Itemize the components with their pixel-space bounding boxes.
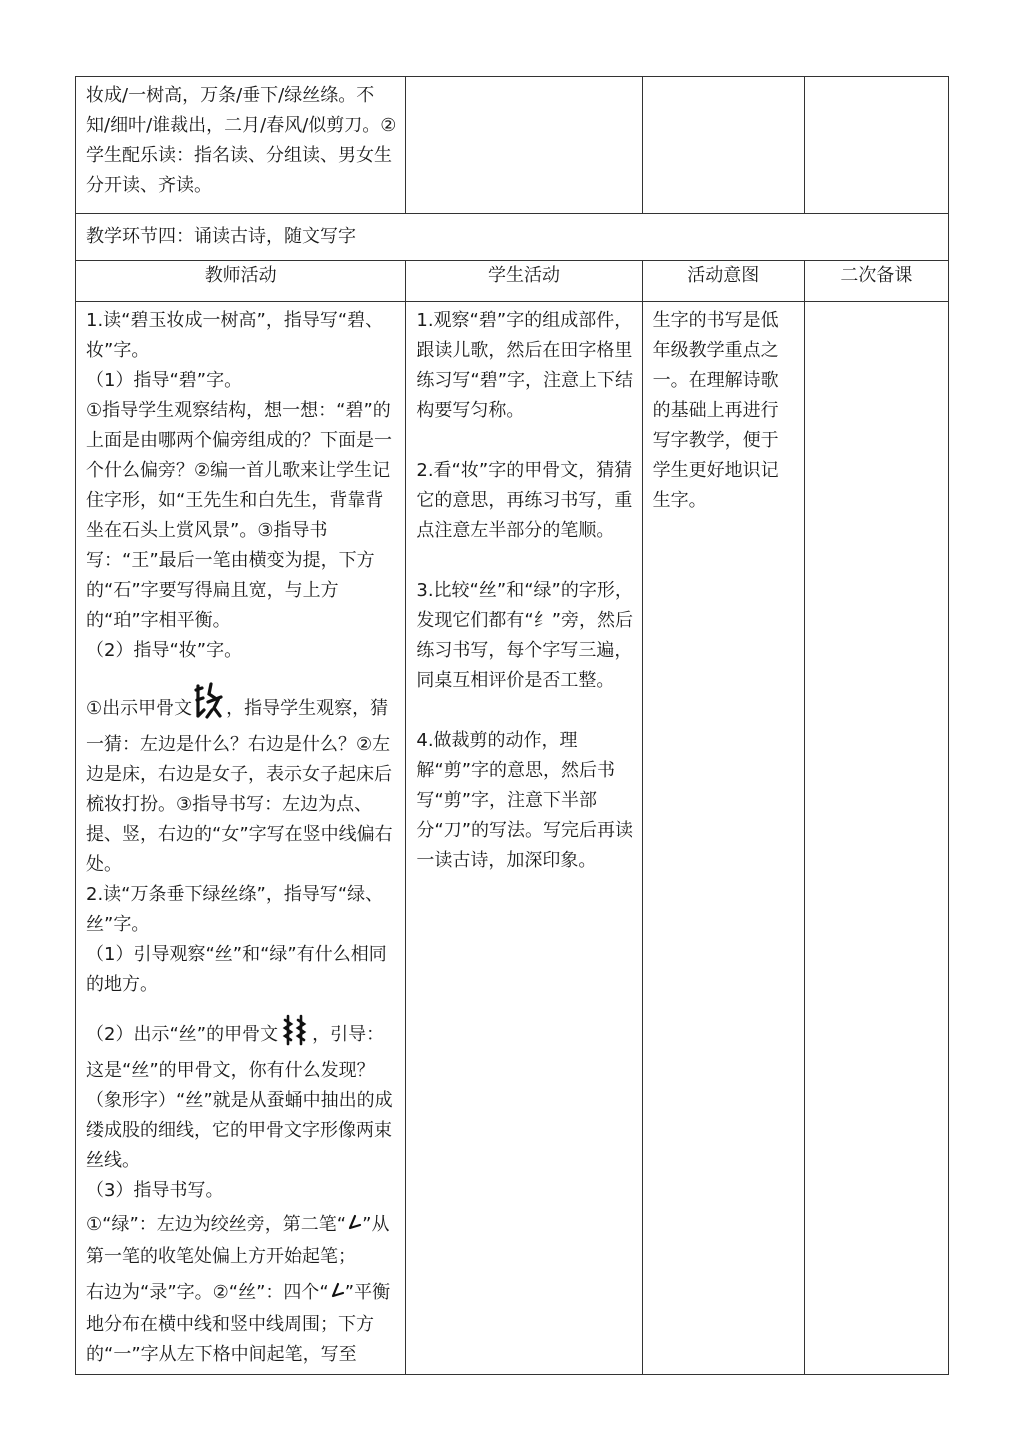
header-intent: 活动意图 (642, 261, 804, 302)
pie-zhe-stroke-icon (346, 1212, 362, 1242)
lesson-page (75, 76, 949, 1375)
lu-guide-start: ①“绿”：左边为绞丝旁，第二笔“ (86, 1214, 347, 1235)
intent-text: 生字的书写是低年级教学重点之一。在理解诗歌的基础上再进行写字教学，便于学生更好地识记生字。 (652, 310, 779, 511)
continued-teacher-cell (76, 77, 406, 214)
si-guide-end: ”平衡地分布在横中线和竖中线周围；下方的“一”字从左下格中间起笔，写至 (86, 1282, 391, 1365)
activity-row (76, 302, 949, 1375)
section-row (76, 214, 949, 261)
continued-student-cell (406, 77, 642, 214)
section-title: 教学环节四：诵读古诗，随文写字 (86, 226, 356, 247)
oracle-guide-text: ，指导学生观察，猜一猜：左边是什么？右边是什么？②左边是床，右边是女子，表示女子起床后梳妆打扮。③指导书写：左边为点、提、竖，右边的“女”字写在竖中线偏右处。 (86, 698, 393, 875)
si-guide-start: 右边为“录”字。②“丝”：四个“ (86, 1282, 329, 1303)
teacher-step-2-2 (86, 1014, 397, 1176)
student-activity-cell (406, 302, 642, 1375)
continued-teacher-text: 妆成/一树高，万条/垂下/绿丝绦。不知/细叶/谁裁出，二月/春风/似剪刀。②学生配乐读：指名读、分组读、男女生分开读、齐读。 (86, 85, 397, 196)
teacher-step-2-1: （1）引导观察“丝”和“绿”有什么相同的地方。 (86, 944, 387, 995)
intent-cell (642, 302, 804, 1375)
section-title-cell (76, 214, 949, 261)
pie-zhe-stroke-icon-2 (329, 1280, 345, 1310)
teacher-step-2-3-si (86, 1278, 397, 1370)
silk-oracle-intro: （2）出示“丝”的甲骨文 (86, 1024, 279, 1045)
oracle-bone-zhuang-icon (194, 680, 224, 730)
teacher-step-1-1-detail: ①指导学生观察结构，想一想：“碧”的上面是由哪两个偏旁组成的？下面是一个什么偏旁？②编一首儿歌来让学生记住字形，如“王先生和白先生，背靠背坐在石头上赏风景”。③指导书写：“王”最后一笔由横变为提，下方的“石”字要写得扁且宽，与上方的“珀”字相平衡。 (86, 400, 392, 631)
teacher-step-2-3: （3）指导书写。 (86, 1180, 224, 1201)
lesson-plan-table (75, 76, 949, 1375)
teacher-step-2-3-lu (86, 1210, 397, 1272)
oracle-intro-text: ①出示甲骨文 (86, 698, 193, 719)
oracle-bone-si-icon (280, 1014, 310, 1056)
continued-row (76, 77, 949, 214)
header-row (76, 261, 949, 302)
continued-revision-cell (804, 77, 948, 214)
student-step-4: 4.做裁剪的动作，理解“剪”字的意思，然后书写“剪”字，注意下半部分“刀”的写法。写完后再读一读古诗，加深印象。 (416, 730, 634, 871)
student-step-1: 1.观察“碧”字的组成部件，跟读儿歌，然后在田字格里练习写“碧”字，注意上下结构要写匀称。 (416, 310, 634, 421)
teacher-step-1-2-detail (86, 680, 397, 880)
revision-cell (804, 302, 948, 1375)
teacher-step-1: 1.读“碧玉妆成一树高”，指导写“碧、妆”字。 (86, 310, 384, 361)
lu-guide-end: ”从第一笔的收笔处偏上方开始起笔； (86, 1214, 390, 1267)
teacher-activity-cell (76, 302, 406, 1375)
silk-oracle-guide: ，引导：这是“丝”的甲骨文，你有什么发现？（象形字）“丝”就是从蚕蛹中抽出的成缕成股的细线，它的甲骨文字形像两束丝线。 (86, 1024, 393, 1171)
teacher-step-1-2: （2）指导“妆”字。 (86, 640, 243, 661)
continued-intent-cell (642, 77, 804, 214)
header-student: 学生活动 (406, 261, 642, 302)
teacher-step-2: 2.读“万条垂下绿丝绦”，指导写“绿、丝”字。 (86, 884, 384, 935)
header-teacher: 教师活动 (76, 261, 406, 302)
student-step-2: 2.看“妆”字的甲骨文，猜猜它的意思，再练习书写，重点注意左半部分的笔顺。 (416, 460, 633, 541)
header-revision: 二次备课 (804, 261, 948, 302)
teacher-step-1-1: （1）指导“碧”字。 (86, 370, 243, 391)
student-step-3: 3.比较“丝”和“绿”的字形，发现它们都有“纟”旁，然后练习书写，每个字写三遍，同桌互相评价是否工整。 (416, 580, 634, 691)
